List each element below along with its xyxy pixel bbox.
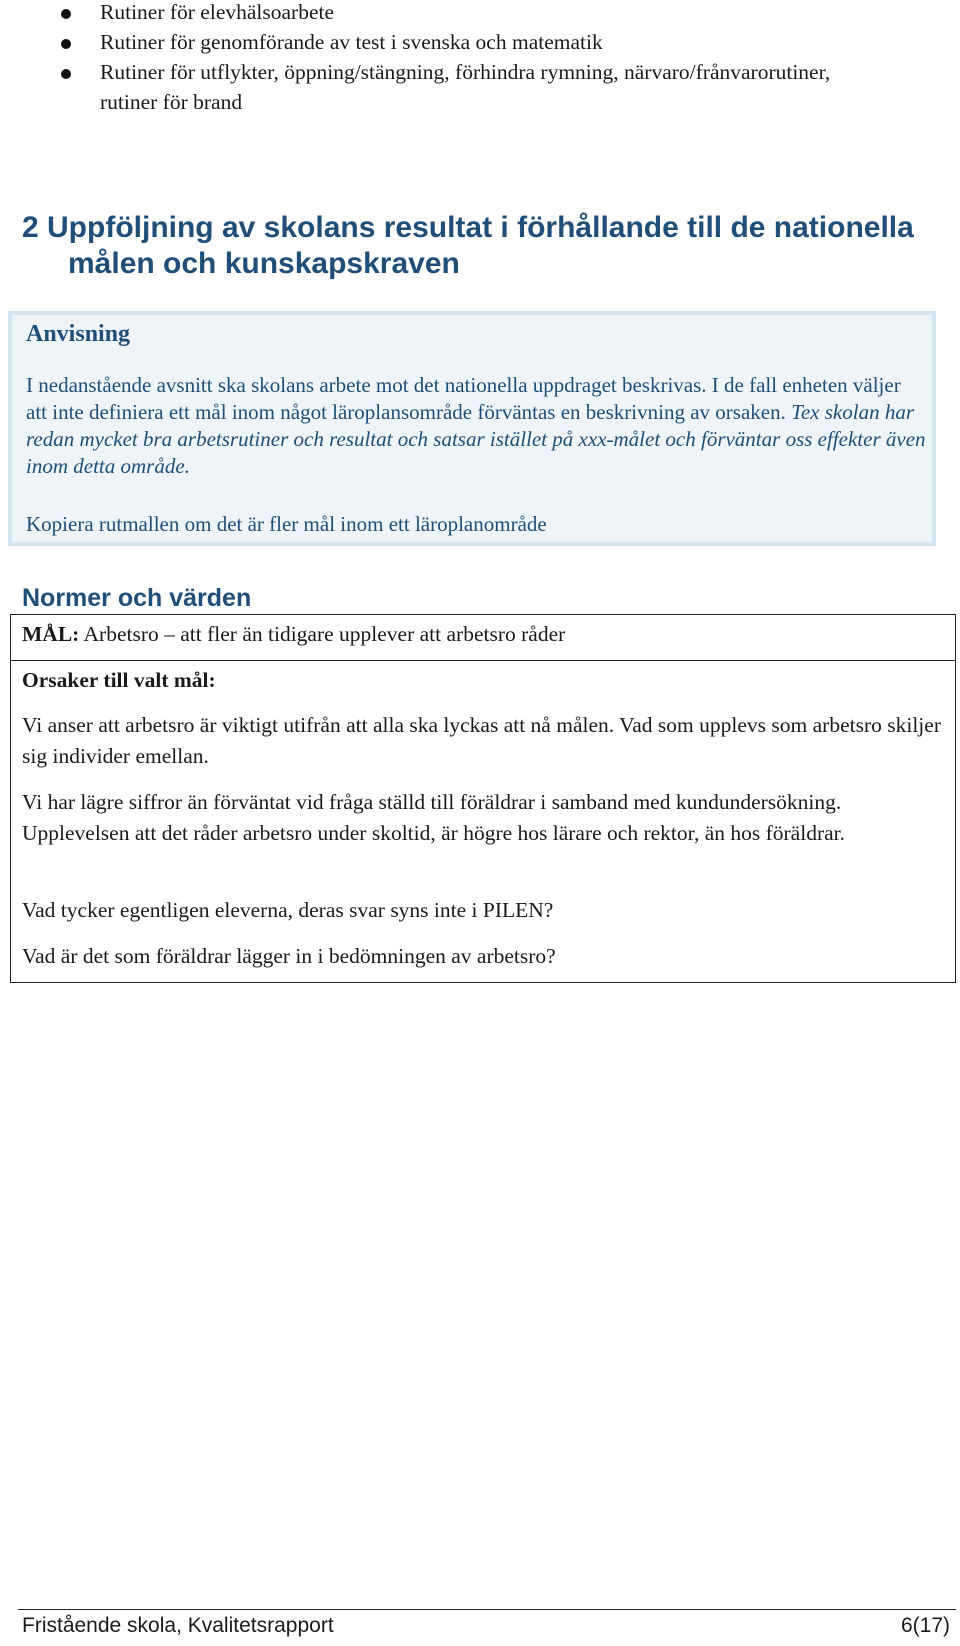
reasons-label: Orsaker till valt mål: xyxy=(22,668,216,692)
bullet-icon xyxy=(61,39,71,49)
goal-table xyxy=(10,614,956,983)
instruction-title: Anvisning xyxy=(26,321,131,347)
bullet-item: Rutiner för utflykter, öppning/stängning, förhindra rymning, närvaro/frånvarorutiner, xyxy=(100,57,930,88)
reason-paragraph: Vad är det som föräldrar lägger in i bedömningen av arbetsro? xyxy=(22,944,556,968)
bullet-item: Rutiner för elevhälsoarbete xyxy=(100,0,930,28)
reason-paragraph: Vi anser att arbetsro är viktigt utifrån att alla ska lyckas att nå målen. Vad som upplevs som arbetsro skiljer sig individer emellan. xyxy=(22,713,941,768)
instruction-paragraph xyxy=(26,372,926,480)
goal-row xyxy=(11,615,955,661)
reason-paragraph: Vi har lägre siffror än förväntat vid fråga ställd till föräldrar i samband med kundundersökning. Upplevelsen att det råder arbetsro under skoltid, är högre hos lärare och rektor, än hos föräldrar. xyxy=(22,790,845,845)
bullet-item: Rutiner för genomförande av test i svenska och matematik xyxy=(100,27,930,58)
footer-page-number: 6(17) xyxy=(900,1614,950,1637)
reason-paragraph: Vad tycker egentligen eleverna, deras svar syns inte i PILEN? xyxy=(22,898,554,922)
subsection-title: Normer och värden xyxy=(22,584,252,612)
instruction-note: Kopiera rutmallen om det är fler mål inom ett läroplanområde xyxy=(26,512,547,536)
goal-label: MÅL: xyxy=(22,622,80,646)
instruction-box xyxy=(8,311,936,546)
bullet-item-continuation: rutiner för brand xyxy=(100,90,243,114)
footer-divider xyxy=(18,1609,956,1610)
bullet-icon xyxy=(61,9,71,19)
instruction-text: I nedanstående avsnitt ska skolans arbete mot det nationella uppdraget beskrivas. I de fall enheten väljer att inte definiera ett mål inom något läroplansområde förväntas en beskrivning av orsaken. xyxy=(26,373,901,424)
bullet-icon xyxy=(61,69,71,79)
section-heading-line1: 2 Uppföljning av skolans resultat i förhållande till de nationella xyxy=(22,211,914,244)
instruction-example: Tex skolan har redan mycket bra arbetsrutiner och resultat och satsar istället på xxx-målet och förväntar oss effekter även inom detta område. xyxy=(26,400,926,478)
goal-text: Arbetsro – att fler än tidigare upplever att arbetsro råder xyxy=(83,622,566,646)
footer-document-title: Fristående skola, Kvalitetsrapport xyxy=(22,1614,334,1637)
section-heading-line2: målen och kunskapskraven xyxy=(68,247,460,280)
